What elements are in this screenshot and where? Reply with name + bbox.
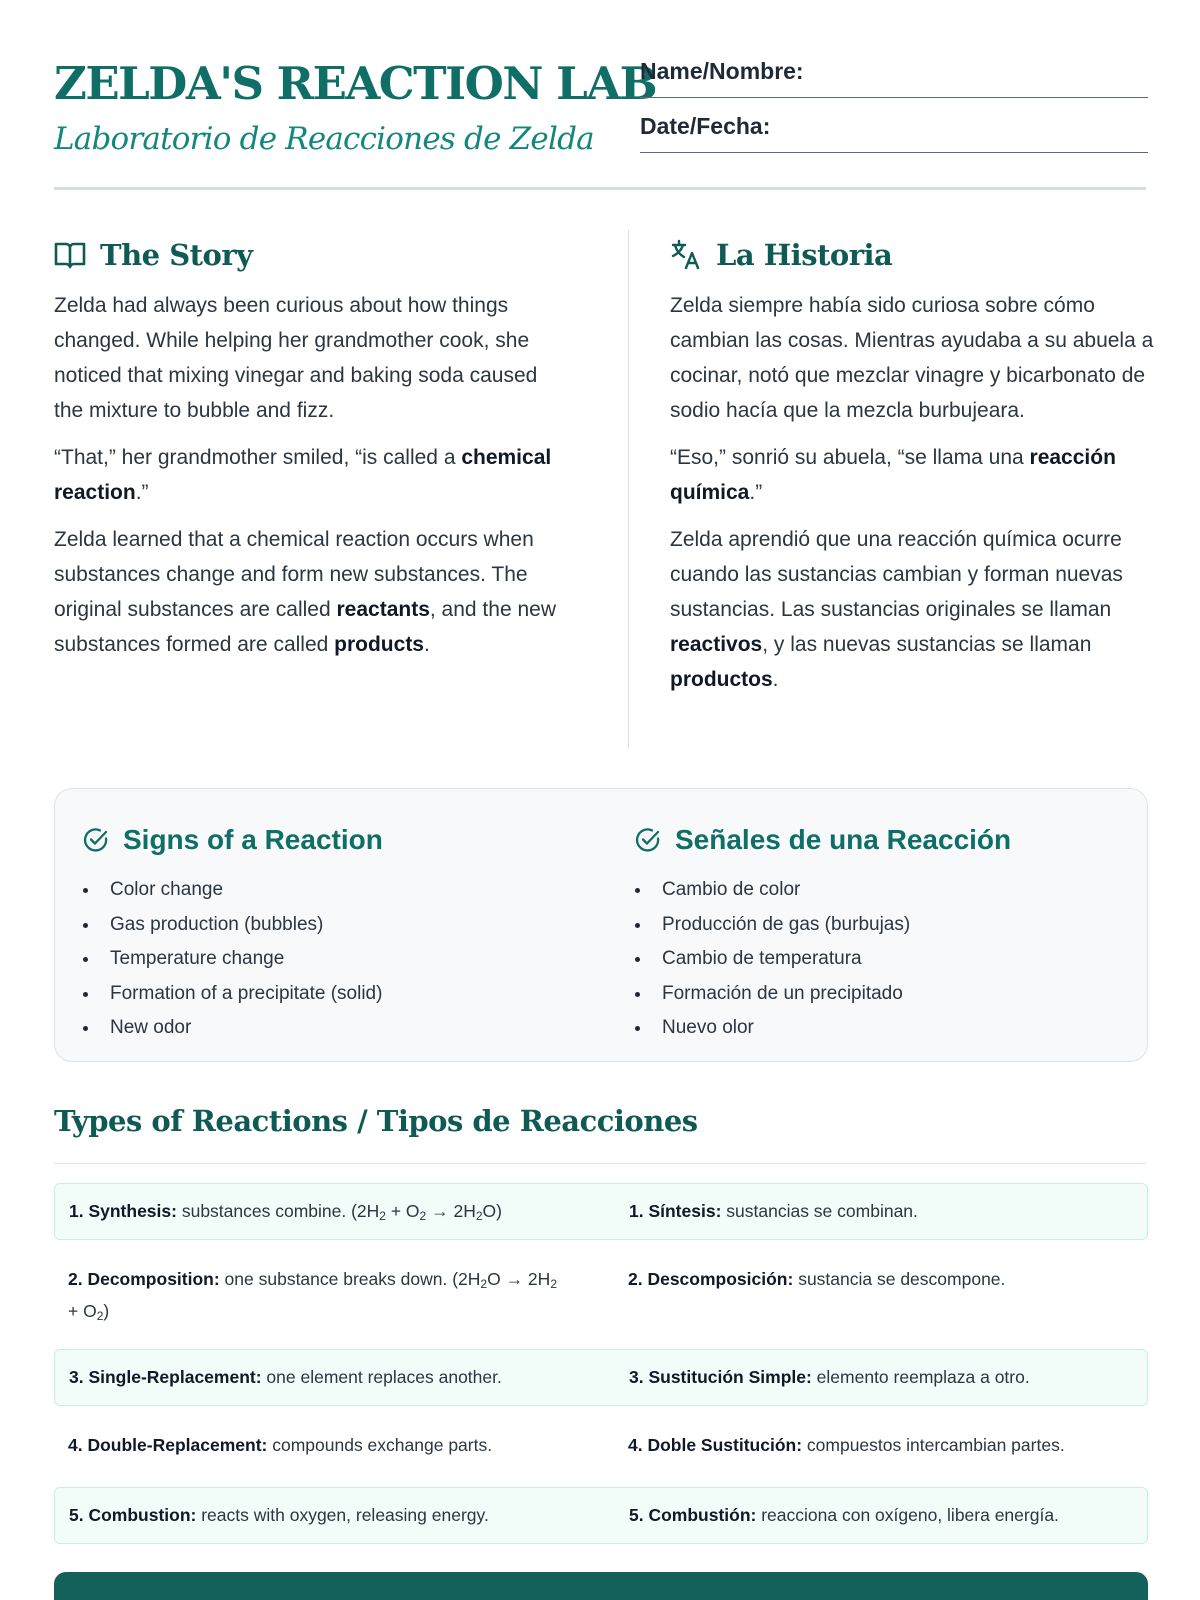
term-reactants: reactants <box>336 598 430 621</box>
story-english-title: The Story <box>100 238 253 272</box>
reaction-type-english: 4. Double-Replacement: compounds exchange parts. <box>68 1435 493 1455</box>
signs-english-title: Signs of a Reaction <box>123 824 383 855</box>
reaction-type-row-4 <box>54 1432 1148 1472</box>
story-english <box>54 232 564 662</box>
list-item: Formación de un precipitado <box>635 977 1105 1012</box>
translate-icon <box>670 239 702 271</box>
reaction-type-spanish: 3. Sustitución Simple: elemento reemplaza a otro. <box>629 1367 1030 1387</box>
date-field[interactable] <box>640 111 1148 153</box>
term-reaccion-quimica: reacción química <box>670 446 1116 504</box>
signs-spanish-heading <box>635 817 1105 863</box>
check-circle-icon <box>635 827 661 853</box>
reaction-type-english: 2. Decomposition: one substance breaks down. $(2H_2O \to 2H_2 + O_2)$ <box>68 1269 557 1323</box>
page-subtitle: Laboratorio de Reacciones de Zelda <box>54 121 594 157</box>
signs-english-heading <box>83 817 553 863</box>
signs-spanish <box>635 817 1105 1046</box>
story-spanish-paragraph-3: Zelda aprendió que una reacción química ocurre cuando las sustancias cambian y forman nuevas sustancias. Las sustancias originales se llaman reactivos, y las nuevas sustancias se llaman productos. <box>670 528 1123 691</box>
story-english-paragraph-3: Zelda learned that a chemical reaction occurs when substances change and form new substances. The original substances are called reactants, and the new substances formed are called products. <box>54 528 556 656</box>
story-spanish-paragraph-2: “Eso,” sonrió su abuela, “se llama una reacción química.” <box>670 446 1116 504</box>
name-field-label: Name/Nombre: <box>640 58 804 84</box>
list-item: Color change <box>83 873 553 908</box>
story-spanish-title: La Historia <box>716 238 893 272</box>
list-item: Gas production (bubbles) <box>83 908 553 943</box>
list-item: Cambio de color <box>635 873 1105 908</box>
footer-banner <box>54 1572 1148 1600</box>
list-item: Temperature change <box>83 942 553 977</box>
signs-of-reaction-box <box>54 788 1148 1062</box>
story-english-paragraph-2: “That,” her grandmother smiled, “is called a chemical reaction.” <box>54 446 552 504</box>
reaction-type-english: 3. Single-Replacement: one element replaces another. <box>69 1367 502 1387</box>
reaction-type-spanish: 4. Doble Sustitución: compuestos intercambian partes. <box>628 1435 1065 1455</box>
story-spanish-paragraph-1: Zelda siempre había sido curiosa sobre cómo cambian las cosas. Mientras ayudaba a su abuela a cocinar, notó que mezclar vinagre y bicarbonato de sodio hacía que la mezcla burbujeara. <box>670 294 1154 422</box>
term-productos: productos <box>670 668 773 691</box>
list-item: Formation of a precipitate (solid) <box>83 977 553 1012</box>
reaction-type-spanish: 2. Descomposición: sustancia se descompone. <box>628 1269 1006 1289</box>
story-spanish-heading <box>670 232 1180 278</box>
story-english-heading <box>54 232 564 278</box>
reaction-type-spanish: 5. Combustión: reacciona con oxígeno, libera energía. <box>629 1505 1059 1525</box>
date-field-label: Date/Fecha: <box>640 113 771 139</box>
story-english-paragraph-1: Zelda had always been curious about how things changed. While helping her grandmother cook, she noticed that mixing vinegar and baking soda caused the mixture to bubble and fizz. <box>54 294 538 422</box>
reaction-type-row-2 <box>54 1266 1148 1332</box>
term-chemical-reaction: chemical reaction <box>54 446 552 504</box>
signs-spanish-list <box>635 873 1105 1046</box>
term-reactivos: reactivos <box>670 633 763 656</box>
reaction-type-row-3 <box>54 1349 1148 1406</box>
types-section-header <box>54 1104 1146 1164</box>
list-item: Producción de gas (burbujas) <box>635 908 1105 943</box>
reaction-type-row-1 <box>54 1183 1148 1240</box>
page-title: ZELDA'S REACTION LAB <box>54 57 657 110</box>
worksheet-header <box>54 56 1146 190</box>
story-spanish <box>670 232 1180 697</box>
list-item: Cambio de temperatura <box>635 942 1105 977</box>
open-book-icon <box>54 241 86 269</box>
list-item: New odor <box>83 1011 553 1046</box>
list-item: Nuevo olor <box>635 1011 1105 1046</box>
reaction-type-spanish: 1. Síntesis: sustancias se combinan. <box>629 1201 918 1221</box>
reaction-type-english: 1. Synthesis: substances combine. $(2H_2 + O_2 \to 2H_2O)$ <box>69 1201 502 1223</box>
signs-spanish-title: Señales de una Reacción <box>675 824 1012 855</box>
term-products: products <box>334 633 424 656</box>
reaction-type-row-5 <box>54 1487 1148 1544</box>
types-section-title: Types of Reactions / Tipos de Reacciones <box>54 1104 698 1138</box>
column-divider <box>628 230 629 748</box>
reaction-type-english: 5. Combustion: reacts with oxygen, releasing energy. <box>69 1505 489 1525</box>
signs-english <box>83 817 553 1046</box>
check-circle-icon <box>83 827 109 853</box>
name-field[interactable] <box>640 56 1148 98</box>
signs-english-list <box>83 873 553 1046</box>
